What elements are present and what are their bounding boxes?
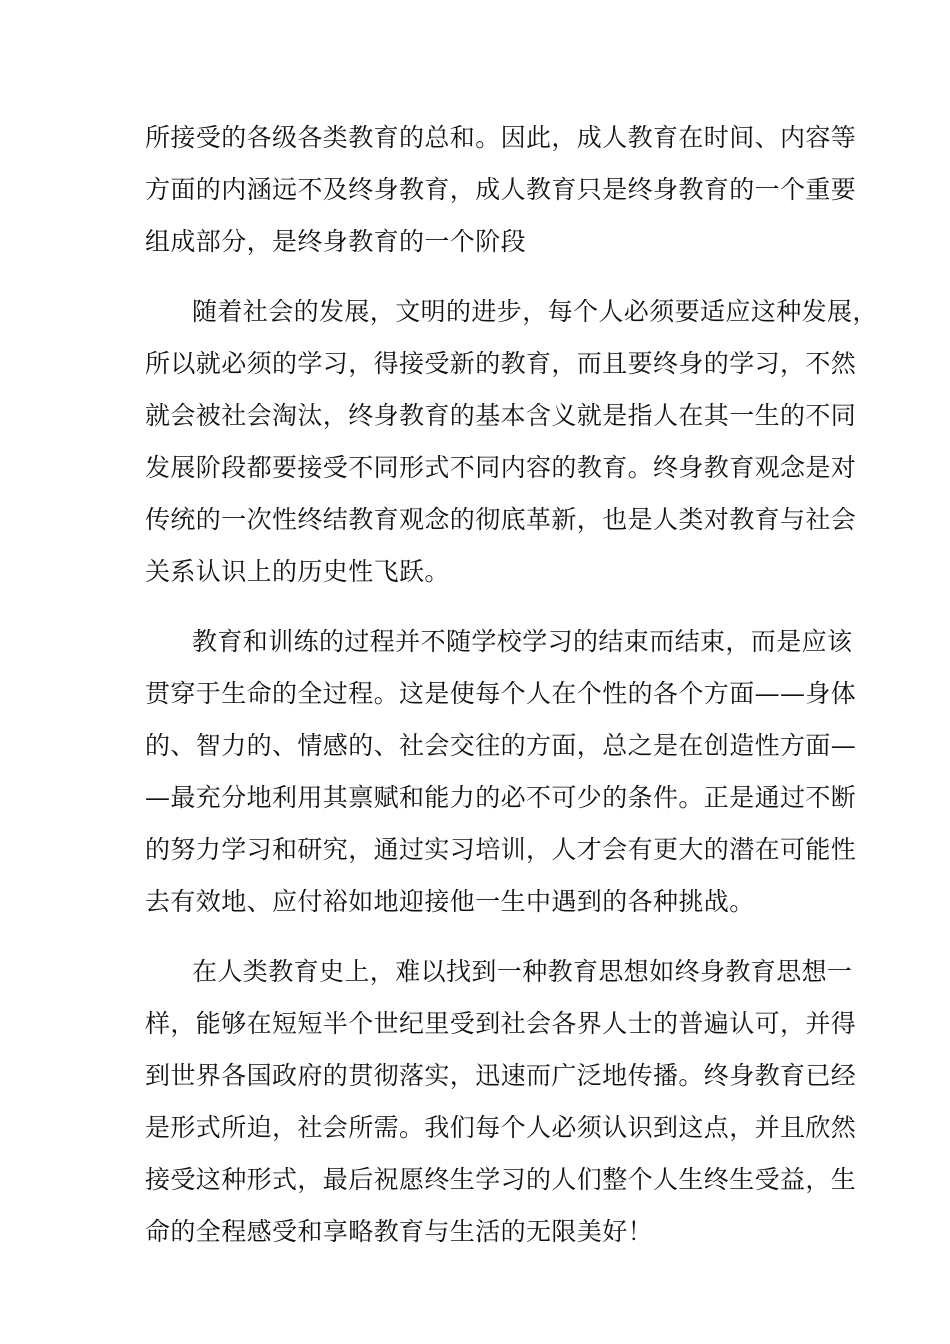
text-line: 到世界各国政府的贯彻落实，迅速而广泛地传播。终身教育已经 [145,1061,857,1090]
text-line: 样，能够在短短半个世纪里受到社会各界人士的普遍认可，并得 [145,1009,857,1038]
paragraph-gap [145,928,810,946]
document-body [145,112,878,1258]
text-line: 随着社会的发展，文明的进步，每个人必须要适应这种发展， [192,297,878,326]
paragraph-gap [145,598,810,616]
text-line: 方面的内涵远不及终身教育，成人教育只是终身教育的一个重要 [145,175,857,204]
text-line: 组成部分，是终身教育的一个阶段 [145,227,527,256]
text-line: 贯穿于生命的全过程。这是使每个人在个性的各个方面——身体 [145,679,857,708]
text-line: 在人类教育史上，难以找到一种教育思想如终身教育思想一 [192,957,853,986]
paragraph-gap [145,268,810,286]
text-line: 关系认识上的历史性飞跃。 [145,557,450,586]
text-line: 的、智力的、情感的、社会交往的方面，总之是在创造性方面— [145,731,857,760]
text-line: 的努力学习和研究，通过实习培训，人才会有更大的潜在可能性 [145,835,857,864]
text-line: 所以就必须的学习，得接受新的教育，而且要终身的学习，不然 [145,349,857,378]
paragraph-social-development [145,286,878,598]
text-line: 命的全程感受和享略教育与生活的无限美好！ [145,1217,654,1246]
text-line: 是形式所迫，社会所需。我们每个人必须认识到这点，并且欣然 [145,1113,857,1142]
text-line: —最充分地利用其禀赋和能力的必不可少的条件。正是通过不断 [145,783,857,812]
text-line: 就会被社会淘汰，终身教育的基本含义就是指人在其一生的不同 [145,401,857,430]
text-line: 所接受的各级各类教育的总和。因此，成人教育在时间、内容等 [145,123,857,152]
text-line: 教育和训练的过程并不随学校学习的结束而结束，而是应该 [192,627,853,656]
text-line: 接受这种形式，最后祝愿终生学习的人们整个人生终生受益，生 [145,1165,857,1194]
text-line: 发展阶段都要接受不同形式不同内容的教育。终身教育观念是对 [145,453,857,482]
text-line: 传统的一次性终结教育观念的彻底革新，也是人类对教育与社会 [145,505,857,534]
paragraph-education-training [145,616,857,928]
paragraph-education-history [145,946,857,1258]
paragraph-continuation [145,112,857,268]
text-line: 去有效地、应付裕如地迎接他一生中遇到的各种挑战。 [145,887,755,916]
